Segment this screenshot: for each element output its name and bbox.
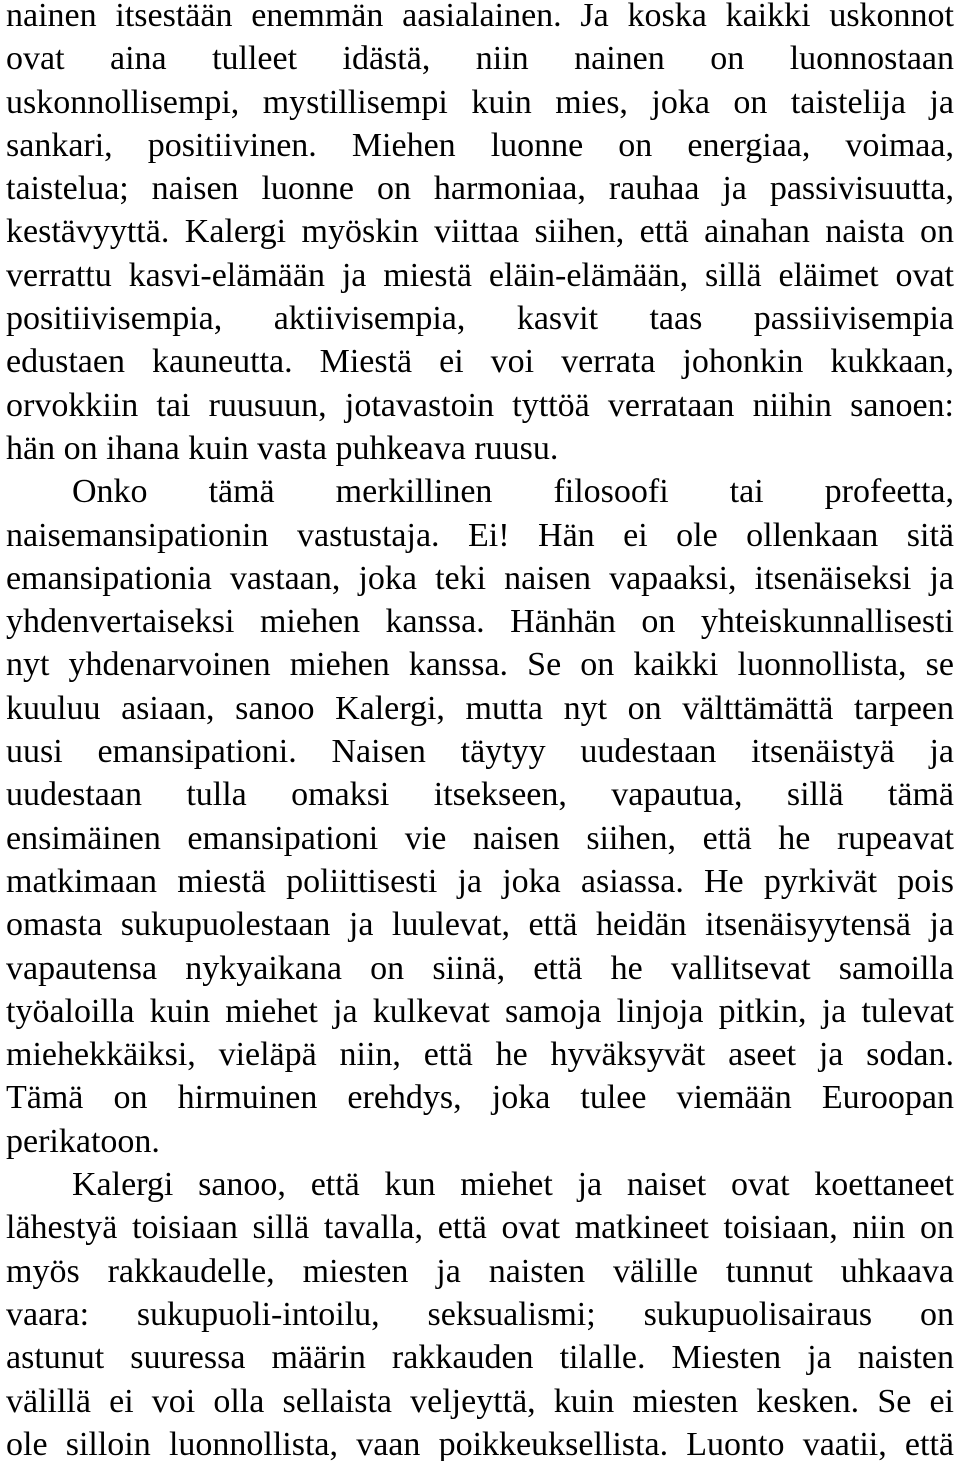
text-line: miehekkäiksi, vieläpä niin, että he hyväksyvät aseet ja sodan. — [6, 1036, 954, 1074]
text-line: orvokkiin tai ruusuun, jotavastoin tyttöä verrataan niihin sanoen: — [6, 386, 954, 424]
text-line: nainen itsestään enemmän aasialainen. Ja koska kaikki uskonnot — [6, 0, 954, 34]
text-line: taistelua; naisen luonne on harmoniaa, rauhaa ja passivisuutta, — [6, 170, 954, 208]
text-line: nyt yhdenarvoinen miehen kanssa. Se on kaikki luonnollista, se — [6, 646, 954, 684]
text-line: astunut suuressa määrin rakkauden tilalle. Miesten ja naisten — [6, 1339, 954, 1377]
text-line: Tämä on hirmuinen erehdys, joka tulee viemään Euroopan — [6, 1079, 954, 1117]
text-line: ole silloin luonnollista, vaan poikkeuksellista. Luonto vaatii, että — [6, 1425, 954, 1461]
text-line: ovat aina tulleet idästä, niin nainen on luonnostaan — [6, 40, 954, 78]
paragraph-2 — [6, 470, 954, 1163]
text-line: myös rakkaudelle, miesten ja naisten välille tunnut uhkaava — [6, 1252, 954, 1290]
paragraph-3 — [6, 1163, 954, 1461]
text-line: verrattu kasvi-elämään ja miestä eläin-elämään, sillä eläimet ovat — [6, 256, 954, 294]
text-line: perikatoon. — [6, 1122, 160, 1160]
text-line: hän on ihana kuin vasta puhkeava ruusu. — [6, 429, 559, 467]
text-line: kuuluu asiaan, sanoo Kalergi, mutta nyt on välttämättä tarpeen — [6, 689, 954, 727]
text-line: uskonnollisempi, mystillisempi kuin mies, joka on taistelija ja — [6, 83, 954, 121]
text-line: Kalergi sanoo, että kun miehet ja naiset ovat koettaneet — [72, 1166, 954, 1204]
text-line: sankari, positiivinen. Miehen luonne on energiaa, voimaa, — [6, 126, 954, 164]
text-line: työaloilla kuin miehet ja kulkevat samoja linjoja pitkin, ja tulevat — [6, 992, 954, 1030]
text-line: positiivisempia, aktiivisempia, kasvit taas passiivisempia — [6, 300, 954, 338]
text-line: kestävyyttä. Kalergi myöskin viittaa siihen, että ainahan naista on — [6, 213, 954, 251]
text-line: vapautensa nykyaikana on siinä, että he vallitsevat samoilla — [6, 949, 954, 987]
text-line: naisemansipationin vastustaja. Ei! Hän ei ole ollenkaan sitä — [6, 516, 954, 554]
text-line: välillä ei voi olla sellaista veljeyttä, kuin miesten kesken. Se ei — [6, 1382, 954, 1420]
text-line: lähestyä toisiaan sillä tavalla, että ovat matkineet toisiaan, niin on — [6, 1209, 954, 1247]
text-line: uusi emansipationi. Naisen täytyy uudestaan itsenäistyä ja — [6, 733, 954, 771]
text-line: omasta sukupuolestaan ja luulevat, että heidän itsenäisyytensä ja — [6, 906, 954, 944]
text-line: edustaen kauneutta. Miestä ei voi verrata johonkin kukkaan, — [6, 343, 954, 381]
document-body-text — [6, 0, 954, 1461]
text-line: emansipationia vastaan, joka teki naisen vapaaksi, itsenäiseksi ja — [6, 559, 954, 597]
text-line: uudestaan tulla omaksi itsekseen, vapautua, sillä tämä — [6, 776, 954, 814]
text-line: ensimäinen emansipationi vie naisen siihen, että he rupeavat — [6, 819, 954, 857]
text-line: matkimaan miestä poliittisesti ja joka asiassa. He pyrkivät pois — [6, 862, 954, 900]
paragraph-1 — [6, 0, 954, 470]
text-line: yhdenvertaiseksi miehen kanssa. Hänhän on yhteiskunnallisesti — [6, 603, 954, 641]
text-line: Onko tämä merkillinen filosoofi tai profeetta, — [72, 473, 954, 511]
text-line: vaara: sukupuoli-intoilu, seksualismi; sukupuolisairaus on — [6, 1295, 954, 1333]
